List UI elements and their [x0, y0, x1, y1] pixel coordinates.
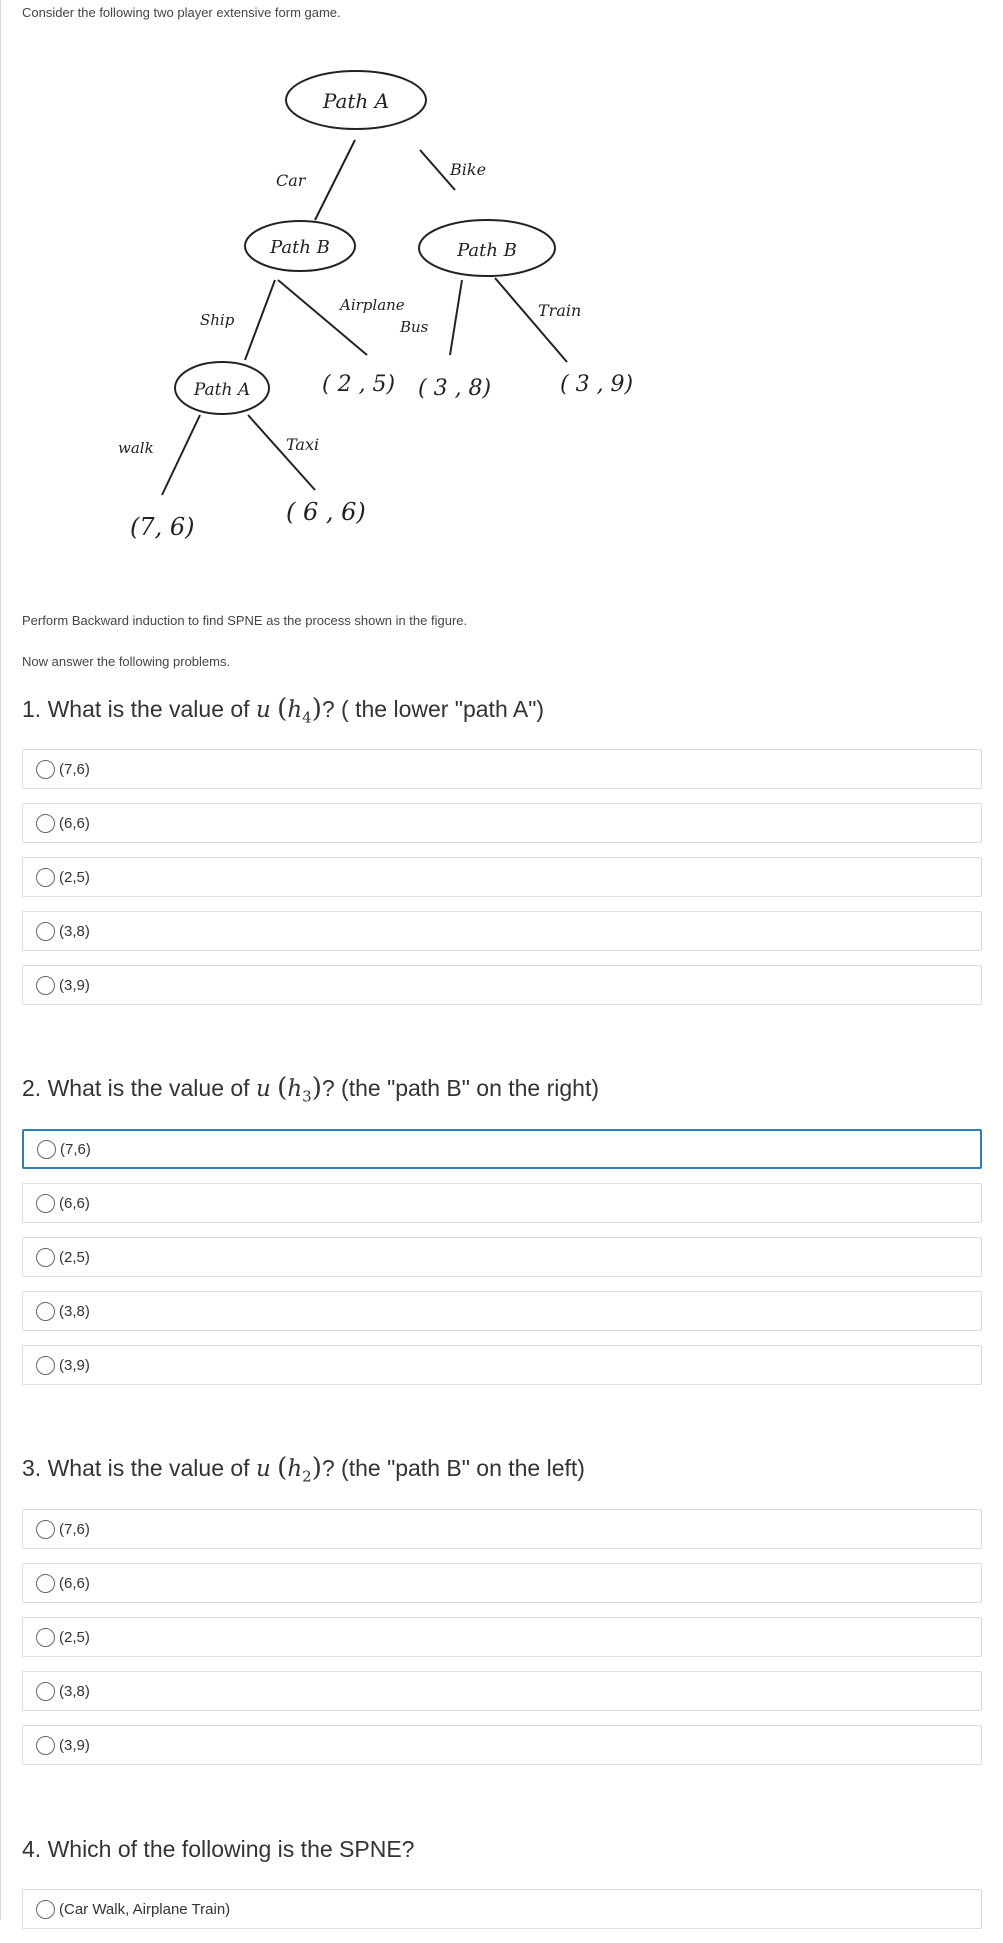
q3-option[interactable]: (7,6) [22, 1509, 982, 1549]
question-1-options [22, 749, 982, 1019]
edge-label-train: Train [538, 301, 582, 320]
q1-option[interactable]: (7,6) [22, 749, 982, 789]
q3-option[interactable]: (6,6) [22, 1563, 982, 1603]
intro-text: Consider the following two player extensive form game. [22, 5, 341, 20]
q3-option[interactable]: (2,5) [22, 1617, 982, 1657]
question-1-title: 1. What is the value of u $(h_4)$? ( the lower "path A") [22, 694, 545, 727]
edge-label-bus: Bus [400, 318, 429, 336]
radio-button[interactable] [36, 1194, 55, 1213]
q2-option[interactable]: (3,8) [22, 1291, 982, 1331]
payoff-taxi: ( 6 , 6) [286, 498, 366, 526]
radio-button[interactable] [36, 868, 55, 887]
question-4-options [22, 1889, 982, 1943]
radio-button[interactable] [36, 814, 55, 833]
instruction-text: Perform Backward induction to find SPNE as the process shown in the figure. [22, 613, 468, 628]
edge-airplane [278, 280, 367, 355]
q3-option[interactable]: (3,9) [22, 1725, 982, 1765]
question-2-options [22, 1129, 982, 1399]
edge-label-car: Car [276, 171, 306, 190]
payoff-airplane: ( 2 , 5) [322, 372, 396, 397]
now-answer-text: Now answer the following problems. [22, 654, 231, 669]
question-3-title: 3. What is the value of u $(h_2)$? (the "path B" on the left) [22, 1453, 585, 1486]
radio-button[interactable] [36, 1248, 55, 1267]
radio-button[interactable] [36, 1900, 55, 1919]
q4-option[interactable]: (Car Walk, Airplane Train) [22, 1889, 982, 1929]
q2-option[interactable]: (3,9) [22, 1345, 982, 1385]
radio-button[interactable] [37, 1140, 56, 1159]
q1-option[interactable]: (3,9) [22, 965, 982, 1005]
radio-button[interactable] [36, 1736, 55, 1755]
radio-button[interactable] [36, 1628, 55, 1647]
q1-option[interactable]: (6,6) [22, 803, 982, 843]
edge-walk [162, 415, 200, 495]
radio-button[interactable] [36, 1356, 55, 1375]
payoff-bus: ( 3 , 8) [418, 376, 492, 401]
node-left-b-label: Path B [270, 237, 330, 258]
page-left-border [0, 0, 1, 1920]
node-root-label: Path A [322, 89, 390, 113]
q3-option[interactable]: (3,8) [22, 1671, 982, 1711]
q2-option-focused[interactable]: (7,6) [22, 1129, 982, 1169]
radio-button[interactable] [36, 1682, 55, 1701]
radio-button[interactable] [36, 1520, 55, 1539]
edge-label-taxi: Taxi [286, 435, 320, 454]
game-tree-figure [100, 60, 660, 560]
q2-option[interactable]: (2,5) [22, 1237, 982, 1277]
q1-option[interactable]: (2,5) [22, 857, 982, 897]
node-lower-a-label: Path A [193, 380, 251, 400]
edge-ship [245, 280, 275, 360]
node-right-b-label: Path B [457, 240, 517, 261]
radio-button[interactable] [36, 976, 55, 995]
question-3-options [22, 1509, 982, 1779]
radio-button[interactable] [36, 1302, 55, 1321]
radio-button[interactable] [36, 1574, 55, 1593]
payoff-walk: (7, 6) [130, 513, 195, 541]
edge-train [495, 278, 567, 362]
edge-car [315, 140, 355, 220]
q1-option[interactable]: (3,8) [22, 911, 982, 951]
q2-option[interactable]: (6,6) [22, 1183, 982, 1223]
edge-label-airplane: Airplane [340, 296, 405, 314]
question-2-title: 2. What is the value of u $(h_3)$? (the "path B" on the right) [22, 1073, 600, 1106]
edge-bus [450, 280, 462, 355]
radio-button[interactable] [36, 760, 55, 779]
radio-button[interactable] [36, 922, 55, 941]
question-4-title: 4. Which of the following is the SPNE? [22, 1836, 415, 1862]
game-tree-svg [100, 60, 660, 560]
edge-label-ship: Ship [200, 311, 235, 329]
edge-label-bike: Bike [450, 160, 487, 179]
payoff-train: ( 3 , 9) [560, 372, 634, 397]
edge-label-walk: walk [118, 439, 154, 457]
